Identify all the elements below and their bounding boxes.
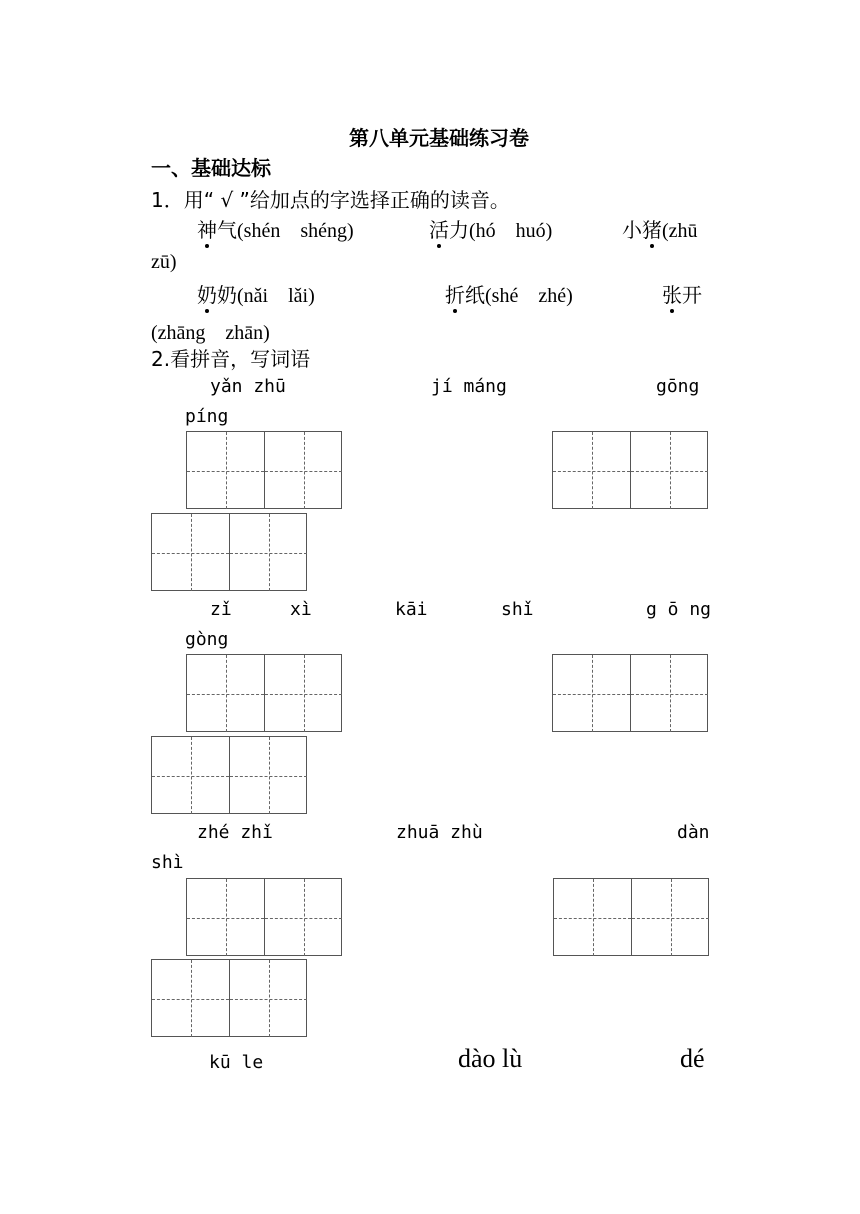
writing-grid[interactable]	[186, 878, 342, 956]
dotted-char: 神	[197, 214, 217, 243]
writing-grid[interactable]	[186, 654, 342, 732]
pinyin-label: yǎn zhū	[210, 376, 286, 397]
pinyin-label: shǐ	[501, 599, 534, 620]
writing-grid[interactable]	[151, 513, 307, 591]
pinyin-label: zhé zhǐ	[197, 822, 273, 843]
q1-item-zhezhi: 折纸(shé zhé)	[445, 279, 573, 308]
pinyin-label: gòng	[185, 629, 229, 650]
pinyin-label: zǐ	[210, 599, 232, 620]
pinyin-label: shì	[151, 852, 184, 873]
pinyin-label: zhuā zhù	[396, 822, 483, 843]
dotted-char: 折	[445, 279, 465, 308]
pinyin-label: jí máng	[431, 376, 507, 397]
pinyin-label: dé	[680, 1044, 705, 1073]
question-1-prompt: 1．用“ √ ”给加点的字选择正确的读音。	[151, 188, 510, 212]
dotted-char: 张	[662, 279, 682, 308]
q1-item-huoli: 活力(hó huó)	[429, 214, 552, 243]
dotted-char: 活	[429, 214, 449, 243]
page-title: 第八单元基础练习卷	[349, 126, 529, 150]
pinyin-label: kāi	[395, 599, 428, 620]
q1-item-zhangkai-cont: (zhāng zhān)	[151, 322, 270, 344]
q1-item-nainai: 奶奶(nǎi lǎi)	[197, 279, 315, 308]
writing-grid[interactable]	[151, 959, 307, 1037]
q1-item-shenqi: 神气(shén shéng)	[197, 214, 354, 243]
dotted-char: 猪	[642, 214, 662, 243]
pinyin-label: dàn	[677, 822, 710, 843]
q1-item-xiaozhu-cont: zū)	[151, 251, 177, 273]
pinyin-label: gōng	[656, 376, 700, 397]
q1-item-zhangkai: 张开	[662, 279, 702, 308]
question-2-prompt: 2.看拼音，写词语	[151, 347, 311, 371]
writing-grid[interactable]	[552, 654, 708, 732]
section-heading: 一、基础达标	[151, 156, 271, 180]
writing-grid[interactable]	[553, 878, 709, 956]
dotted-char: 奶	[197, 279, 217, 308]
q1-item-xiaozhu: 小猪(zhū	[622, 214, 698, 243]
writing-grid[interactable]	[151, 736, 307, 814]
pinyin-label: píng	[185, 406, 229, 427]
pinyin-label: g ō ng	[646, 599, 712, 620]
writing-grid[interactable]	[552, 431, 708, 509]
pinyin-label: dào lù	[458, 1044, 523, 1073]
pinyin-label: xì	[290, 599, 312, 620]
writing-grid[interactable]	[186, 431, 342, 509]
pinyin-label: kū le	[209, 1052, 264, 1073]
